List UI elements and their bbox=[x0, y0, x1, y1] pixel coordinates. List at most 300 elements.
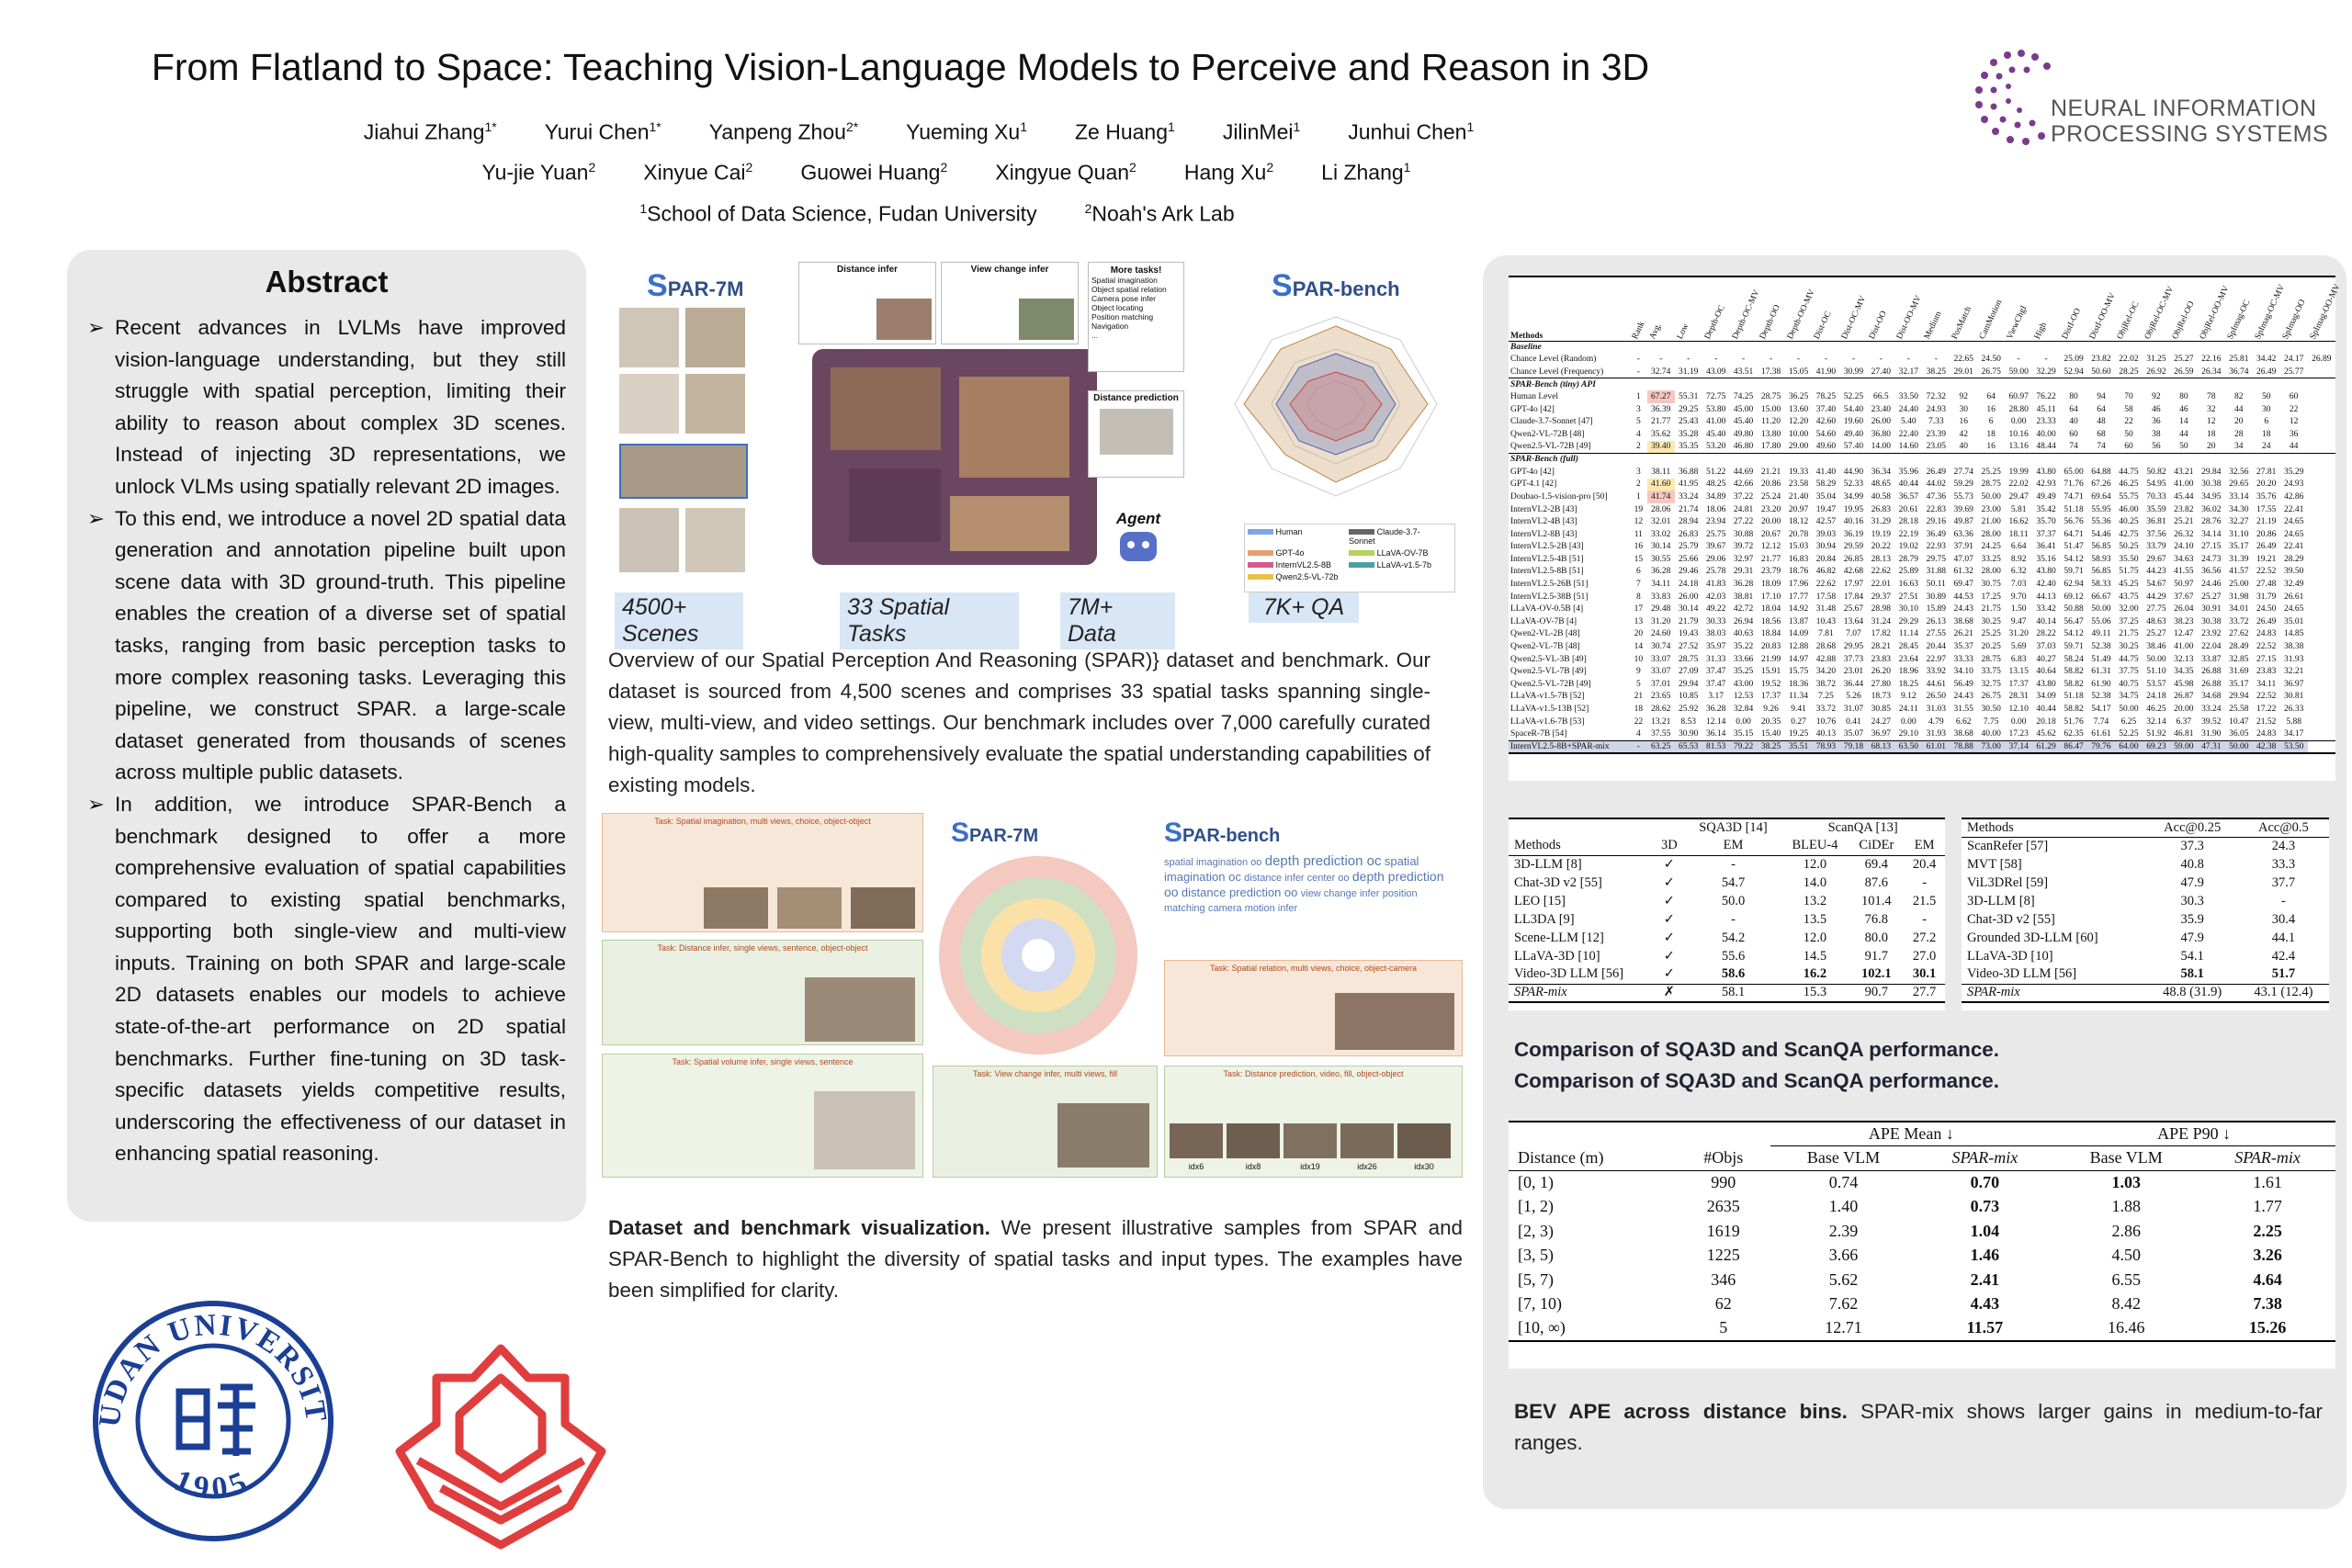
cell-value: SPAR-mix bbox=[1514, 985, 1567, 1000]
cell-value: 42 bbox=[1959, 429, 1968, 439]
method-name: Qwen2-VL-7B [48] bbox=[1510, 642, 1580, 652]
table-row bbox=[1962, 874, 2329, 892]
table-row bbox=[1509, 653, 2335, 666]
column-header: SpImag-OO bbox=[2280, 298, 2308, 341]
author-name: Li Zhang$^1$ bbox=[1321, 160, 1411, 185]
comparison-caption-1: Comparison of SQA3D and ScanQA performance. bbox=[1514, 1038, 1999, 1061]
author-affil-mark: 2 bbox=[940, 160, 948, 175]
cell-value: 3 bbox=[1635, 404, 1641, 414]
cell-value: 58.82 bbox=[2064, 679, 2084, 689]
cell-value: 20.35 bbox=[1760, 716, 1781, 727]
cell-value: 25.79 bbox=[1679, 542, 1699, 552]
cell-value: 40.64 bbox=[2036, 667, 2056, 677]
cell-value: - bbox=[1769, 355, 1773, 365]
cell-value: 30.85 bbox=[1871, 705, 1892, 715]
cell-value: 20 bbox=[1634, 629, 1644, 639]
cell-value: 18 bbox=[2261, 429, 2271, 439]
cell-value: 17.37 bbox=[1760, 692, 1781, 702]
cell-value: 24.60 bbox=[1651, 629, 1671, 639]
cell-value: 59.71 bbox=[2064, 642, 2084, 652]
cell-value: 26.33 bbox=[2283, 705, 2304, 715]
cell-value: 36.28 bbox=[1651, 567, 1671, 577]
table-header-row bbox=[1509, 837, 1945, 855]
cell-value: 7.81 bbox=[1818, 629, 1834, 639]
cell-value: 21.00 bbox=[1981, 517, 2001, 527]
affiliation: $^1$School of Data Science, Fudan University bbox=[639, 201, 1037, 226]
column-header: Dist-OO bbox=[1868, 309, 1890, 341]
cell-value: 28.00 bbox=[1981, 529, 2001, 539]
cell-value: 18.11 bbox=[2008, 529, 2029, 539]
cell-value: 17.22 bbox=[2256, 705, 2277, 715]
cell-value: 39.52 bbox=[2201, 716, 2222, 727]
cell-value: 50.0 bbox=[1721, 893, 1746, 908]
cell-value: 30.74 bbox=[1651, 642, 1671, 652]
cell-value: 31.98 bbox=[2229, 592, 2249, 602]
cell-value: 26.94 bbox=[1733, 616, 1754, 626]
cell-value: 32.85 bbox=[2229, 654, 2249, 664]
cell-value: 29.06 bbox=[1705, 554, 1726, 564]
robot-icon bbox=[1120, 532, 1157, 561]
table-row bbox=[1509, 716, 2335, 728]
cell-value: 52.25 bbox=[2119, 728, 2139, 739]
cell-value: 23.58 bbox=[1788, 479, 1809, 490]
cell-value: 28.68 bbox=[1815, 642, 1837, 652]
cell-value: 38.23 bbox=[2174, 616, 2194, 626]
cell-value: 6 bbox=[1635, 567, 1641, 577]
cell-value: 54.95 bbox=[2146, 479, 2166, 490]
cell-value: 29.29 bbox=[1898, 616, 1918, 626]
cell-value: 60.97 bbox=[2008, 392, 2029, 402]
author-name: Xingyue Quan$^2$ bbox=[995, 160, 1136, 185]
cell-value: LEO [15] bbox=[1514, 893, 1566, 908]
cell-value: 38.81 bbox=[1733, 592, 1754, 602]
column-header: Dist-OC-MV bbox=[1840, 294, 1869, 341]
cell-value: 22.52 bbox=[2256, 567, 2277, 577]
cell-value: 5.26 bbox=[1846, 692, 1861, 702]
cell-value: 26.59 bbox=[2174, 367, 2194, 377]
cell-value: 26.13 bbox=[1926, 616, 1946, 626]
cell-value: ✓ bbox=[1663, 911, 1675, 927]
cell-value: 24.11 bbox=[1898, 705, 1918, 715]
cell-value: 19.02 bbox=[1898, 542, 1918, 552]
cell-value: 20.4 bbox=[1912, 856, 1937, 872]
cell-value: 17.55 bbox=[2256, 504, 2277, 514]
task-card-2: Task: Distance infer, single views, sentence, object-object bbox=[602, 940, 923, 1045]
cell-value: ✓ bbox=[1663, 874, 1675, 890]
cell-value: 26.20 bbox=[1871, 667, 1892, 677]
cell-value: 44.29 bbox=[2146, 592, 2166, 602]
column-header: EM bbox=[1914, 838, 1935, 853]
cell-value: 39.50 bbox=[2283, 567, 2304, 577]
cell-value: 30.38 bbox=[2201, 616, 2222, 626]
cell-value: 51.47 bbox=[2064, 542, 2084, 552]
column-header: Depth-OC-MV bbox=[1730, 288, 1762, 341]
cell-value: 21.40 bbox=[1788, 491, 1809, 502]
cell-value: 1.46 bbox=[1970, 1246, 2000, 1265]
group-spacer bbox=[1509, 1122, 1677, 1146]
column-header: Methods bbox=[1514, 838, 1561, 853]
cell-value: 13.21 bbox=[1651, 716, 1671, 727]
abstract-item: ➢ Recent advances in LVLMs have improved vision-language understanding, but they still struggle with spatial perception, limiting their ability to reason about complex 3D scenes. Instead of injecting 3D representations, we unlock VLMs using spatially relevant 2D images. bbox=[87, 312, 566, 503]
cell-value: 27.09 bbox=[1679, 667, 1699, 677]
cell-value: 32.97 bbox=[1733, 554, 1754, 564]
cell-value: 28.22 bbox=[2036, 629, 2056, 639]
overview-caption: Overview of our Spatial Perception And Reasoning (SPAR)} dataset and benchmark. Our dataset is sourced from 4,500 scenes and comprises 33 spatial tasks spanning single-view, multi-view, and video settings. Our benchmark includes over 7,000 carefully curated high-quality samples to comprehensively evaluate the spatial understanding capabilities of existing models. bbox=[608, 649, 1430, 796]
cell-value: 25.75 bbox=[1705, 529, 1726, 539]
cell-value: 42.4 bbox=[2271, 948, 2296, 964]
cell-value: 40.27 bbox=[2036, 654, 2056, 664]
method-name: LLaVA-OV-7B [4] bbox=[1510, 616, 1577, 626]
cell-value: 28.06 bbox=[1651, 504, 1671, 514]
cell-value: 11.34 bbox=[1788, 692, 1809, 702]
cell-value: 25.66 bbox=[1679, 554, 1699, 564]
cell-value: 34.11 bbox=[2256, 679, 2277, 689]
author-affil-mark: 1 bbox=[1466, 119, 1475, 134]
column-header: ObjRel-OO-MV bbox=[2198, 284, 2232, 341]
cell-value: 38.46 bbox=[2146, 642, 2166, 652]
cell-value: 36.57 bbox=[1898, 491, 1918, 502]
cell-value: 4.79 bbox=[1928, 716, 1944, 727]
cell-value: 22.83 bbox=[1926, 504, 1946, 514]
cell-value: 62.94 bbox=[2064, 580, 2084, 590]
cell-value: [10, ∞) bbox=[1518, 1318, 1566, 1337]
cell-value: 18.76 bbox=[1788, 567, 1809, 577]
author-name: Guowei Huang$^2$ bbox=[800, 160, 948, 185]
cell-value: 43.75 bbox=[2119, 592, 2139, 602]
cell-value: 13.80 bbox=[1760, 429, 1781, 439]
cell-value: 41.40 bbox=[1815, 467, 1837, 477]
cell-value: 42.88 bbox=[1815, 654, 1837, 664]
cell-value: 31.90 bbox=[2201, 728, 2222, 739]
method-name: GPT-4o [42] bbox=[1510, 467, 1555, 477]
cell-value: 79.76 bbox=[2091, 741, 2111, 751]
radar-legend: Human Claude-3.7-Sonnet GPT-4o LLaVA-OV-7B InternVL2.5-8B LLaVA-v1.5-7b Qwen2.5-VL-72b bbox=[1244, 524, 1455, 592]
cell-value: 33.02 bbox=[1651, 529, 1671, 539]
cell-value: 5 bbox=[1635, 417, 1641, 427]
cell-value: 17.25 bbox=[1981, 592, 2001, 602]
cell-value: 46.00 bbox=[2119, 504, 2139, 514]
cell-value: 61.32 bbox=[1953, 567, 1973, 577]
column-header: EM bbox=[1723, 838, 1744, 853]
cell-value: 49.11 bbox=[2091, 629, 2111, 639]
cell-value: 51.22 bbox=[1705, 467, 1726, 477]
cell-value: 42.38 bbox=[2256, 741, 2277, 751]
cell-value: 35.28 bbox=[1679, 429, 1699, 439]
authors-row-2 bbox=[303, 160, 1589, 186]
cell-value: 26.92 bbox=[2146, 367, 2166, 377]
cell-value: - bbox=[1636, 367, 1640, 377]
cell-value: 54.2 bbox=[1721, 930, 1746, 945]
table-section-row bbox=[1509, 341, 2335, 354]
cell-value: 25.81 bbox=[2229, 355, 2249, 365]
cell-value: 26.88 bbox=[2201, 679, 2222, 689]
cell-value: 72.75 bbox=[1705, 392, 1726, 402]
cell-value: 54.17 bbox=[2091, 705, 2111, 715]
column-header: SpImag-OC bbox=[2225, 298, 2253, 341]
cell-value: 0.00 bbox=[1736, 716, 1751, 727]
cell-value: 23.83 bbox=[1871, 654, 1892, 664]
cell-value: 25.00 bbox=[2229, 580, 2249, 590]
cell-value: 36 bbox=[2289, 429, 2299, 439]
cell-value: 53.80 bbox=[1705, 404, 1726, 414]
cell-value: 35.50 bbox=[2119, 554, 2139, 564]
cell-value: 12 bbox=[1634, 517, 1644, 527]
cell-value: 30.94 bbox=[1815, 542, 1837, 552]
cell-value: - bbox=[1934, 355, 1938, 365]
cell-value: 40.14 bbox=[2036, 616, 2056, 626]
table-row bbox=[1509, 553, 2335, 566]
cell-value: 28.62 bbox=[1651, 705, 1671, 715]
cell-value: 1.04 bbox=[1970, 1221, 2000, 1240]
cell-value: 26.50 bbox=[1926, 692, 1946, 702]
cell-value: 30.1 bbox=[1912, 966, 1937, 982]
cell-value: 40 bbox=[2069, 417, 2078, 427]
cell-value: 16 bbox=[1959, 417, 1968, 427]
cell-value: 16 bbox=[1634, 542, 1644, 552]
cell-value: 48 bbox=[2097, 417, 2106, 427]
affiliation-mark: 1 bbox=[639, 201, 648, 216]
cell-value: 60 bbox=[2124, 442, 2133, 452]
cell-value: 31.29 bbox=[1871, 517, 1892, 527]
cell-value: 36 bbox=[2152, 417, 2161, 427]
abstract-item: ➢ To this end, we introduce a novel 2D spatial data generation and annotation pipeline built upon scene data with 3D ground-truth. This pipeline enables the creation of a diverse set of spatial tasks, ranging from basic perception tasks to more complex reasoning tasks. Leveraging this pipeline, we construct SPAR. a large-scale dataset generated from thousands of scenes across multiple public datasets. bbox=[87, 503, 566, 789]
cell-value: Scene-LLM [12] bbox=[1514, 930, 1604, 945]
cell-value: 35.9 bbox=[2180, 911, 2204, 927]
cell-value: 38.25 bbox=[1926, 367, 1946, 377]
cell-value: - bbox=[1714, 355, 1718, 365]
table-row bbox=[1962, 929, 2329, 947]
cell-value: 23.40 bbox=[1871, 404, 1892, 414]
column-header: DistI-OO-MV bbox=[2087, 291, 2118, 341]
cell-value: 64 bbox=[2069, 404, 2078, 414]
cell-value: 69.23 bbox=[2146, 741, 2166, 751]
cell-value: 14.09 bbox=[1788, 629, 1809, 639]
cell-value: 46.80 bbox=[1733, 442, 1754, 452]
cell-value: 27.80 bbox=[1871, 679, 1892, 689]
cell-value: 35.17 bbox=[2229, 542, 2249, 552]
table-header-row bbox=[1509, 1146, 2335, 1171]
cell-value: 5 bbox=[1719, 1318, 1728, 1337]
cell-value: 51.49 bbox=[2091, 654, 2111, 664]
cell-value: 25.25 bbox=[1981, 629, 2001, 639]
main-results-table-card bbox=[1509, 276, 2343, 781]
cell-value: 24.93 bbox=[1926, 404, 1946, 414]
agent-box: Agent bbox=[1106, 510, 1170, 574]
author-name: JilinMei$^1$ bbox=[1222, 119, 1301, 144]
cell-value: 10.47 bbox=[2229, 716, 2249, 727]
cell-value: 60 bbox=[2289, 392, 2299, 402]
cell-value: 6.64 bbox=[2010, 542, 2027, 552]
cell-value: 61.90 bbox=[2091, 679, 2111, 689]
cell-value: 51.18 bbox=[2064, 692, 2084, 702]
cell-value: 40 bbox=[1959, 442, 1968, 452]
cell-value: 74 bbox=[2069, 442, 2078, 452]
cell-value: 63.36 bbox=[1953, 529, 1973, 539]
cell-value: 0.41 bbox=[1846, 716, 1861, 727]
cell-value: 35.51 bbox=[1788, 741, 1809, 751]
cell-value: 46.81 bbox=[2174, 728, 2194, 739]
cell-value: 44 bbox=[2179, 429, 2188, 439]
author-affil-mark: 1* bbox=[649, 119, 662, 134]
cell-value: 36.02 bbox=[2201, 504, 2222, 514]
cell-value: 18.25 bbox=[1898, 679, 1918, 689]
cell-value: 81.53 bbox=[1705, 741, 1726, 751]
cell-value: 30.25 bbox=[1981, 616, 2001, 626]
cell-value: 12.10 bbox=[2008, 705, 2029, 715]
cell-value: ✓ bbox=[1663, 948, 1675, 964]
cell-value: 37.7 bbox=[2271, 874, 2296, 890]
cell-value: - bbox=[1906, 355, 1910, 365]
cell-value: 19.19 bbox=[1871, 529, 1892, 539]
cell-value: 346 bbox=[1711, 1269, 1736, 1289]
cell-value: 58.24 bbox=[2064, 654, 2084, 664]
cell-value: 26.49 bbox=[2256, 616, 2277, 626]
cell-value: 29.47 bbox=[2008, 491, 2029, 502]
affiliation-mark: 2 bbox=[1084, 201, 1092, 216]
cell-value: 51.10 bbox=[2146, 667, 2166, 677]
method-name: InternVL2.5-8B+SPAR-mix bbox=[1510, 741, 1610, 751]
table-row bbox=[1509, 1244, 2335, 1269]
cell-value: 58.1 bbox=[1721, 985, 1746, 1000]
cell-value: 25.24 bbox=[1760, 491, 1781, 502]
cell-value: 22.41 bbox=[2283, 504, 2304, 514]
cell-value: 17.96 bbox=[1788, 580, 1809, 590]
cell-value: 26.85 bbox=[1843, 554, 1864, 564]
cell-value: 48.65 bbox=[1871, 479, 1892, 490]
method-name: Qwen2.5-VL-3B [49] bbox=[1510, 654, 1587, 664]
cell-value: 19.33 bbox=[1788, 467, 1809, 477]
cell-value: 20.18 bbox=[2036, 716, 2056, 727]
cell-value: 29.00 bbox=[1788, 442, 1809, 452]
author-name: Jiahui Zhang$^{1*}$ bbox=[363, 119, 497, 144]
cell-value: 32 bbox=[2207, 404, 2216, 414]
cell-value: 37.47 bbox=[1705, 667, 1726, 677]
cell-value: 20.00 bbox=[1760, 517, 1781, 527]
column-header: Acc@0.5 bbox=[2257, 819, 2309, 835]
cell-value: 24.83 bbox=[2256, 728, 2277, 739]
cell-value: LL3DA [9] bbox=[1514, 911, 1575, 927]
cell-value: 17.38 bbox=[1760, 367, 1781, 377]
cell-value: 15.3 bbox=[1803, 985, 1827, 1000]
cell-value: 23.33 bbox=[2036, 417, 2056, 427]
cell-value: 40.13 bbox=[1815, 728, 1837, 739]
cell-value: 36.88 bbox=[1679, 467, 1699, 477]
cell-value: 48.63 bbox=[2146, 616, 2166, 626]
cell-value: 24.10 bbox=[2174, 542, 2194, 552]
cell-value: 25.21 bbox=[2174, 517, 2194, 527]
cell-value: - bbox=[1879, 355, 1883, 365]
method-name: Qwen2-VL-2B [48] bbox=[1510, 629, 1580, 639]
cell-value: 50 bbox=[2179, 442, 2188, 452]
cell-value: 31.20 bbox=[1651, 616, 1671, 626]
cell-value: 20.78 bbox=[1788, 529, 1809, 539]
table-section-row bbox=[1509, 453, 2335, 466]
cell-value: 43.00 bbox=[1733, 679, 1754, 689]
table-row bbox=[1509, 528, 2335, 541]
method-name: InternVL2.5-8B [51] bbox=[1510, 567, 1584, 577]
cell-value: 35.35 bbox=[1679, 442, 1699, 452]
cell-value: 29.75 bbox=[1926, 554, 1946, 564]
cell-value: 26.87 bbox=[2174, 692, 2194, 702]
cell-value: 26.32 bbox=[2174, 529, 2194, 539]
cell-value: 35.29 bbox=[2283, 467, 2304, 477]
cell-value: 20.44 bbox=[1926, 642, 1946, 652]
cell-value: 64.88 bbox=[2091, 467, 2111, 477]
table-row bbox=[1509, 390, 2335, 403]
table-row bbox=[1962, 947, 2329, 965]
cell-value: 20.61 bbox=[1898, 504, 1918, 514]
cell-value: 0.00 bbox=[2010, 417, 2027, 427]
cell-value: 0.27 bbox=[1791, 716, 1806, 727]
cell-value: 36.41 bbox=[2036, 542, 2056, 552]
cell-value: 51.7 bbox=[2271, 966, 2296, 982]
cell-value: 33.83 bbox=[1651, 592, 1671, 602]
cell-value: 45.40 bbox=[1733, 417, 1754, 427]
cell-value: 37.73 bbox=[1843, 654, 1864, 664]
cell-value: 25.89 bbox=[1898, 567, 1918, 577]
cell-value: 39.40 bbox=[1647, 441, 1675, 454]
group-spacer bbox=[1677, 1122, 1770, 1146]
cell-value: 13 bbox=[1634, 616, 1644, 626]
cell-value: 28.49 bbox=[2229, 642, 2249, 652]
cell-value: 2635 bbox=[1706, 1197, 1740, 1216]
column-header: ObjRel-OC bbox=[2115, 299, 2142, 341]
cell-value: 43.1 (12.4) bbox=[2254, 985, 2313, 1000]
cell-value: 45.62 bbox=[2036, 728, 2056, 739]
method-name: LLaVA-OV-0.5B [4] bbox=[1510, 604, 1584, 615]
cell-value: 30.75 bbox=[1981, 580, 2001, 590]
cell-value: [7, 10) bbox=[1518, 1294, 1562, 1314]
cell-value: 20.97 bbox=[1788, 504, 1809, 514]
cell-value: 36.28 bbox=[1733, 580, 1754, 590]
center-scene bbox=[812, 349, 1097, 565]
cell-value: 49.87 bbox=[1953, 517, 1973, 527]
cell-value: ScanRefer [57] bbox=[1967, 838, 2049, 853]
method-name: InternVL2.5-2B [43] bbox=[1510, 542, 1584, 552]
cell-value: 10.76 bbox=[1815, 716, 1837, 727]
group-header: SQA3D [14] bbox=[1699, 820, 1768, 835]
cell-value: 23.92 bbox=[2201, 629, 2222, 639]
cell-value: 32.00 bbox=[2119, 604, 2139, 615]
cell-value: 34.63 bbox=[2174, 554, 2194, 564]
cell-value: 55.75 bbox=[2119, 491, 2139, 502]
cell-value: 58.6 bbox=[1721, 966, 1746, 982]
column-header: ViewChgI bbox=[2006, 303, 2030, 341]
cell-value: 26.04 bbox=[2174, 604, 2194, 615]
cell-value: 34.75 bbox=[2119, 692, 2139, 702]
cell-value: 34.35 bbox=[2174, 667, 2194, 677]
cell-value: 1 bbox=[1635, 392, 1641, 402]
cell-value: 28.25 bbox=[2119, 367, 2139, 377]
cell-value: 30.89 bbox=[1926, 592, 1946, 602]
cell-value: 23.39 bbox=[1926, 429, 1946, 439]
cell-value: 54.60 bbox=[1815, 429, 1837, 439]
cell-value: 58 bbox=[2124, 404, 2133, 414]
method-name: LLaVA-v1.5-7B [52] bbox=[1510, 692, 1585, 702]
cell-value: 12.47 bbox=[2174, 629, 2194, 639]
cell-value: 41.90 bbox=[1815, 367, 1837, 377]
cell-value: 55.36 bbox=[2091, 517, 2111, 527]
cell-value: 54.46 bbox=[2091, 529, 2111, 539]
cell-value: 35.07 bbox=[1843, 728, 1864, 739]
cell-value: 27.15 bbox=[2201, 542, 2222, 552]
cell-value: 36.81 bbox=[2146, 517, 2166, 527]
cell-value: Video-3D LLM [56] bbox=[1967, 966, 2077, 982]
cell-value: 41.00 bbox=[2174, 642, 2194, 652]
radar-chart bbox=[1216, 303, 1455, 514]
table-row bbox=[1509, 441, 2335, 454]
cell-value: 33.14 bbox=[2229, 491, 2249, 502]
